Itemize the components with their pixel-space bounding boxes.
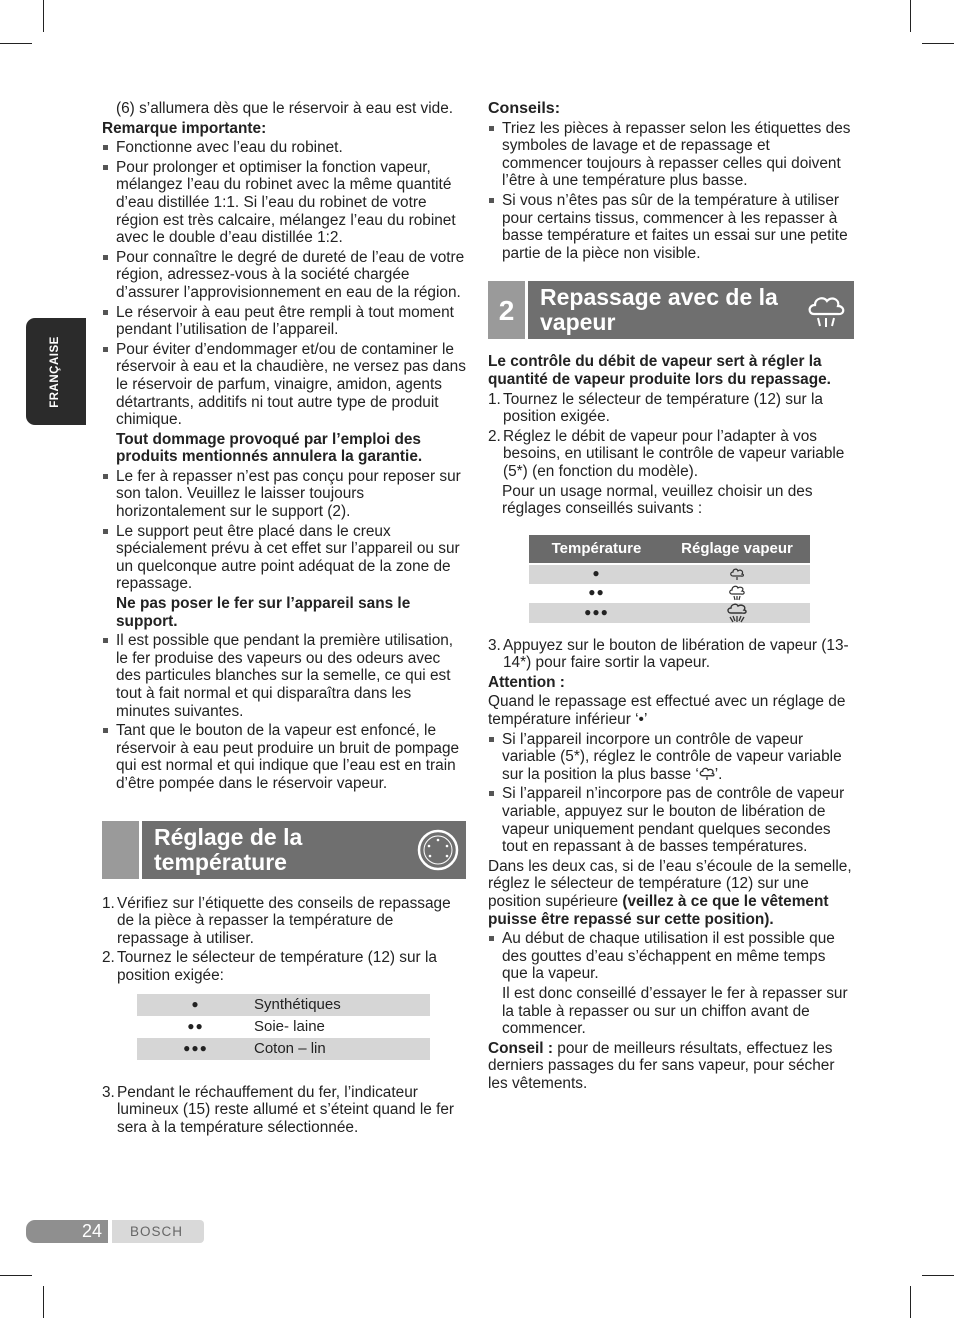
temp-dots: ●●● (137, 1038, 254, 1060)
start-note: Il est donc conseillé d’essayer le fer à repasser sur la table à repasser ou sur un chiffon avant de commencer. (502, 984, 848, 1038)
list-item: 3. Pendant le réchauffement du fer, l’indicateur lumineux (15) reste allumé et s’éteint quand le fer sera à la température sélectionnée. (102, 1083, 455, 1136)
section-title-line: vapeur (540, 309, 616, 336)
temp-dots: ● (529, 565, 664, 584)
steam-low-icon (699, 767, 715, 780)
steam-steps-cont (488, 637, 854, 672)
crop-mark (922, 43, 954, 44)
right-column (488, 100, 854, 1093)
continued-text: (6) s’allumera dès que le réservoir à eau est vide. (116, 100, 454, 117)
table-header-row (529, 535, 810, 563)
crop-mark (43, 1286, 44, 1318)
crop-mark (0, 43, 32, 44)
tips-title: Conseils: (488, 100, 561, 117)
fabric-label: Soie- laine (254, 1017, 325, 1035)
remark-title: Remarque importante: (102, 119, 267, 137)
table-row (529, 584, 810, 603)
section-title (142, 821, 466, 879)
language-tab (26, 318, 86, 425)
temp-dots: ●●● (529, 603, 664, 623)
steam-intro: Le contrôle du débit de vapeur sert à régler la quantité de vapeur produite lors du repassage. (488, 353, 831, 388)
start-list (488, 930, 854, 983)
table-row (137, 1038, 430, 1060)
column-header: Réglage vapeur (664, 535, 810, 563)
list-item: Pour prolonger et optimiser la fonction vapeur, mélangez l’eau du robinet avec la même quantité d’eau distillée 1:1. Si l’eau du robinet de votre région est très calcaire, mélangez l’eau du robinet avec le double d’eau distillée 1:2. (102, 159, 466, 247)
remark-list (102, 139, 466, 429)
language-tab-label: FRANÇAISE (49, 335, 62, 408)
section-header-steam (488, 281, 854, 339)
crop-mark (0, 1275, 32, 1276)
steam-table (529, 535, 810, 623)
list-item: Le fer à repasser n’est pas conçu pour reposer sur son talon. Veuillez le laisser toujours horizontalement sur le support (2). (102, 468, 466, 521)
list-item: Pour éviter d’endommager et/ou de contaminer le réservoir à eau et la chaudière, ne versez pas dans le réservoir de parfum, vinaigre, amidon, agents détartrants, additifs ni tout autre type de produit chimique. (102, 341, 466, 429)
steam-low-icon (664, 565, 810, 584)
list-item: 2. Tournez le sélecteur de température (12) sur la position exigée: (102, 949, 437, 984)
step-note: Pour un usage normal, veuillez choisir un des réglages conseillés suivants : (502, 482, 813, 518)
section-title-line: Réglage de la (154, 823, 303, 850)
warning-text: Ne pas poser le fer sur l’appareil sans le support. (116, 595, 411, 630)
temperature-dial-icon (416, 828, 460, 872)
steam-high-icon (664, 603, 810, 623)
table-row (529, 603, 810, 623)
attention-text: Quand le repassage est effectué avec un réglage de température inférieur ‘•’ (488, 693, 846, 729)
section-title-line: température (154, 848, 287, 875)
temperature-steps-cont (102, 1084, 466, 1137)
section-header-temperature (102, 821, 466, 879)
list-item: Si vous n’êtes pas sûr de la température à utiliser pour certains tissus, commencer à les repasser à basse température et faites un essai sur une petite partie de la pièce non visible. (488, 192, 854, 262)
section-title (528, 281, 854, 339)
list-item: Si l’appareil n’incorpore pas de contrôle de vapeur variable, appuyez sur le bouton de libération de vapeur uniquement pendant quelques secondes tout en repassant à de basses températures. (488, 785, 854, 855)
list-item: Il est possible que pendant la première utilisation, le fer produise des vapeurs ou des odeurs avec des particules blanches sur la semelle, ce qui est tout à fait normal et qui disparaîtra dans les minutes suivantes. (102, 632, 466, 720)
tips-list (488, 120, 854, 263)
steam-medium-icon (664, 584, 810, 603)
attention-title: Attention : (488, 673, 565, 691)
column-header: Température (529, 535, 664, 563)
steam-icon (804, 288, 848, 332)
temp-dots: ● (137, 994, 254, 1016)
advice-text: Conseil : pour de meilleurs résultats, effectuez les derniers passages du fer sans vapeur, pour sécher les vêtements. (488, 1039, 835, 1092)
fabric-label: Coton – lin (254, 1038, 430, 1060)
crop-mark (43, 0, 44, 32)
both-cases-text: Dans les deux cas, si de l’eau s’écoule de la semelle, réglez le sélecteur de température (12) sur une position supérieure (veillez à ce que le vêtement puisse être repassé sur cette position). (488, 857, 852, 928)
list-item: Triez les pièces à repasser selon les étiquettes des symboles de lavage et de repassage et commencer toujours à repasser celles qui doivent l’être à une température plus basse. (488, 120, 854, 190)
table-row (137, 994, 430, 1016)
list-item: Le réservoir à eau peut être rempli à tout moment pendant l’utilisation de l’appareil. (102, 304, 466, 339)
list-item: 2. Réglez le débit de vapeur pour l’adapter à vos besoins, en utilisant le contrôle de vapeur variable (5*) (en fonction du modèle). (488, 427, 845, 480)
page-number: 24 (26, 1220, 108, 1243)
remark-list (102, 468, 466, 593)
crop-mark (922, 1275, 954, 1276)
list-item: 1. Vérifiez sur l’étiquette des conseils de repassage de la pièce à repasser la température de repassage à utiliser. (102, 894, 451, 947)
steam-steps (488, 391, 854, 481)
section-title-line: Repassage avec de la (540, 284, 778, 311)
brand-label: BOSCH (112, 1220, 204, 1243)
temp-dots: ●● (187, 1018, 204, 1033)
list-item: 3. Appuyez sur le bouton de libération de vapeur (13-14*) pour faire sortir la vapeur. (488, 636, 849, 672)
temp-dots: ●● (588, 585, 605, 600)
temperature-table (137, 994, 430, 1060)
attention-list (488, 731, 854, 856)
list-item: 1. Tournez le sélecteur de température (12) sur la position exigée. (488, 390, 823, 426)
list-item: Tant que le bouton de la vapeur est enfoncé, le réservoir à eau peut produire un bruit de pompage qui est normal et qui indique que l’eau est en train d’être pompée dans le réservoir vapeur. (102, 722, 466, 792)
section-number: 2 (488, 281, 525, 339)
left-column (102, 100, 466, 1138)
table-row (529, 565, 810, 584)
list-item: Au début de chaque utilisation il est possible que des gouttes d’eau s’échappent en même temps que la vapeur. (488, 930, 854, 983)
fabric-label: Synthétiques (254, 994, 430, 1016)
list-item: Le support peut être placé dans le creux spécialement prévu à cet effet sur l’appareil ou sur un quelconque autre point adéquat de la zone de repassage. (102, 523, 466, 593)
list-item: Si l’appareil incorpore un contrôle de vapeur variable (5*), réglez le contrôle de vapeur variable sur la position la plus basse ‘ ’. (488, 731, 854, 784)
table-row (137, 1016, 430, 1038)
section-number-box (102, 821, 139, 879)
remark-list (102, 632, 466, 792)
crop-mark (910, 0, 911, 32)
list-item: Fonctionne avec l’eau du robinet. (102, 139, 466, 157)
page-footer (26, 1220, 204, 1243)
warning-text: Tout dommage provoqué par l’emploi des produits mentionnés annulera la garantie. (116, 430, 423, 466)
list-item: Pour connaître le degré de dureté de l’eau de votre région, adressez-vous à la société chargée d’assurer l’approvisionnement en eau de la région. (102, 249, 466, 302)
temperature-steps (102, 895, 466, 985)
crop-mark (910, 1286, 911, 1318)
